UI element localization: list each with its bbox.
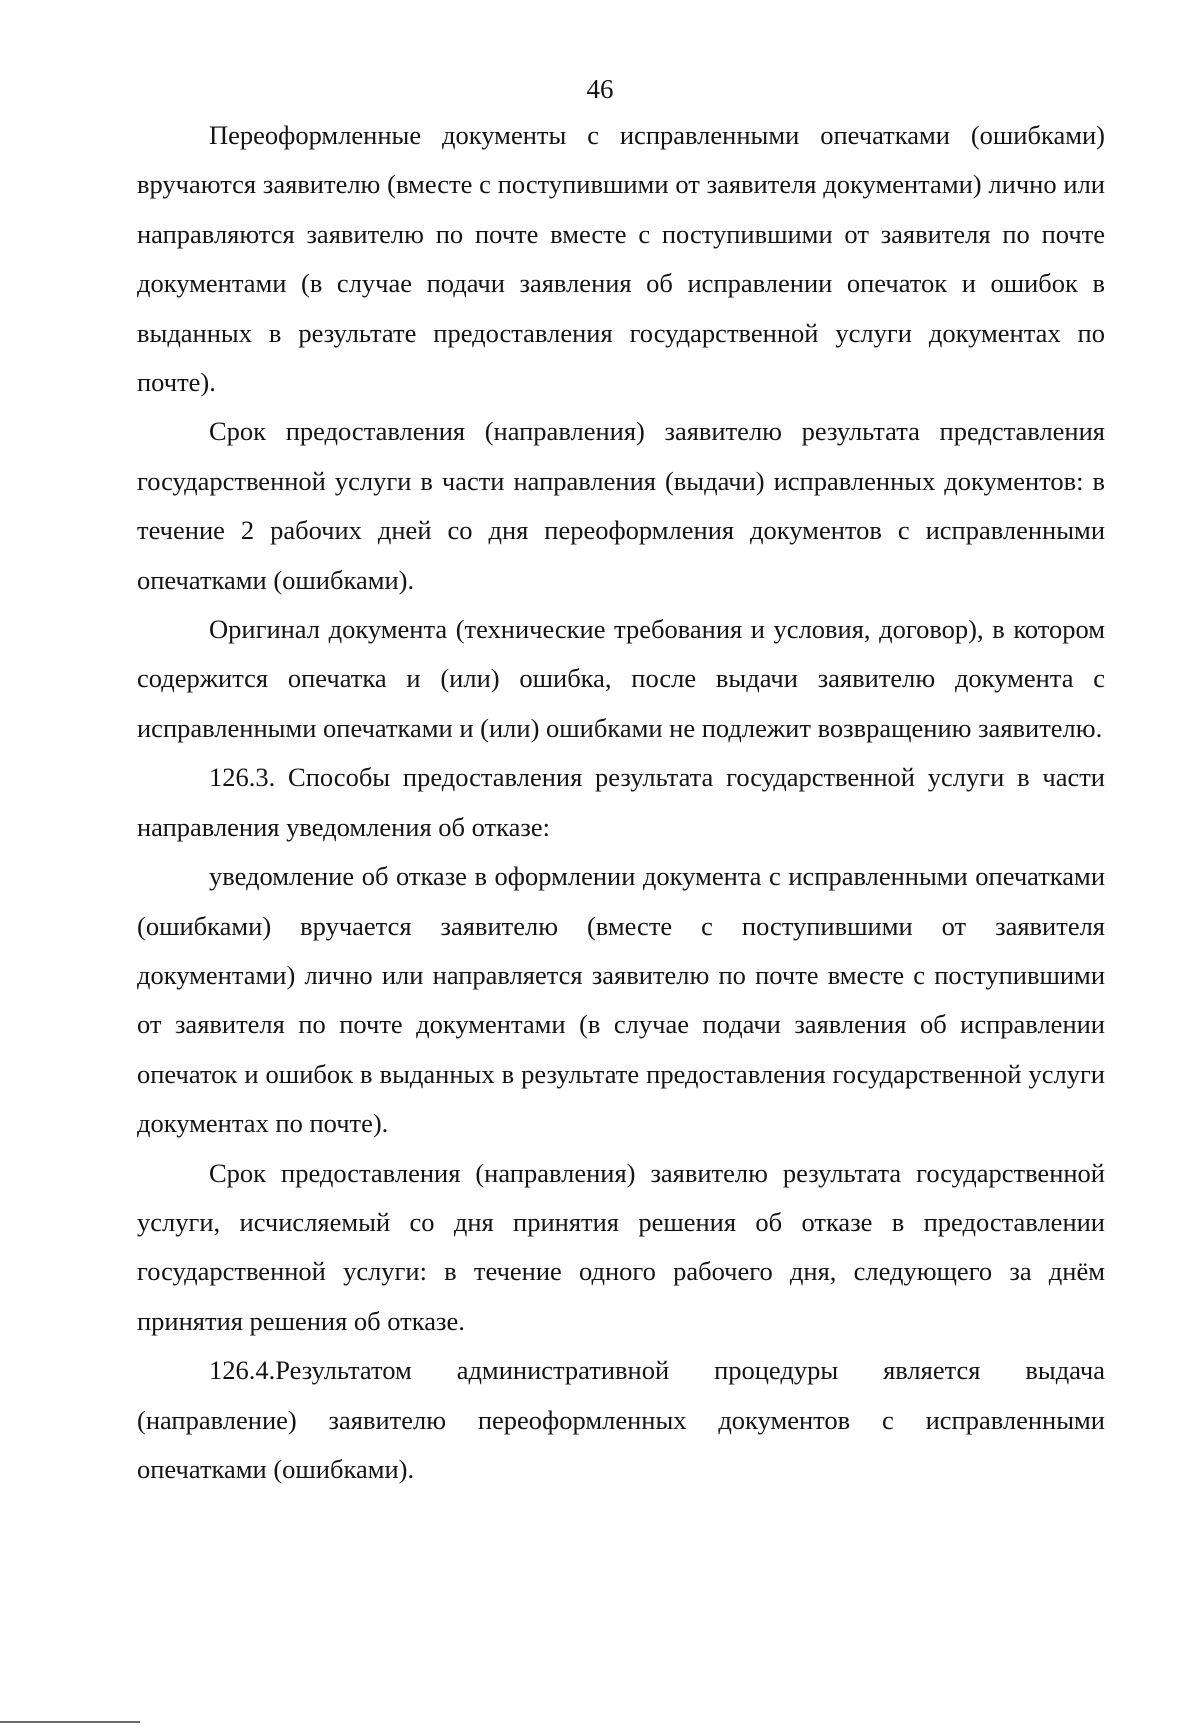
paragraph-original-document: Оригинал документа (технические требования и условия, договор), в котором содержится опечатка и (или) ошибка, после выдачи заявителю документа с исправленными опечатками и (или) ошибками не подлежит возвращению заявителю. — [137, 614, 1105, 743]
paragraph-126-4-result: 126.4.Результатом административной процедуры является выдача (направление) заявителю переоформленных документов с исправленными опечатками (ошибками). — [137, 1355, 1105, 1484]
paragraph-126-3-heading: 126.3. Способы предоставления результата государственной услуги в части направления уведомления об отказе: — [137, 762, 1105, 842]
page-number: 46 — [586, 74, 614, 104]
scan-edge-line — [0, 1721, 140, 1723]
paragraph-refusal-term: Срок предоставления (направления) заявителю результата государственной услуги, исчисляемый со дня принятия решения об отказе в предоставлении государственной услуги: в течение одного рабочего дня, следующего за днём принятия решения об отказе. — [137, 1157, 1105, 1336]
paragraph-refusal-notice: уведомление об отказе в оформлении документа с исправленными опечатками (ошибками) вручается заявителю (вместе с поступившими от заявителя документами) лично или направляется заявителю по почте вместе с поступившими от заявителя по почте документами (в случае подачи заявления об исправлении опечаток и ошибок в выданных в результате предоставления государственной услуги документах по почте). — [137, 861, 1105, 1139]
paragraph-reissued-documents: Переоформленные документы с исправленными опечатками (ошибками) вручаются заявителю (вместе с поступившими от заявителя документами) лично или направляются заявителю по почте вместе с поступившими от заявителя по почте документами (в случае подачи заявления об исправлении опечаток и ошибок в выданных в результате предоставления государственной услуги документах по почте). — [137, 120, 1105, 398]
document-body — [137, 111, 1105, 1494]
paragraph-delivery-term: Срок предоставления (направления) заявителю результата представления государственной услуги в части направления (выдачи) исправленных документов: в течение 2 рабочих дней со дня переоформления документов с исправленными опечатками (ошибками). — [137, 416, 1105, 595]
